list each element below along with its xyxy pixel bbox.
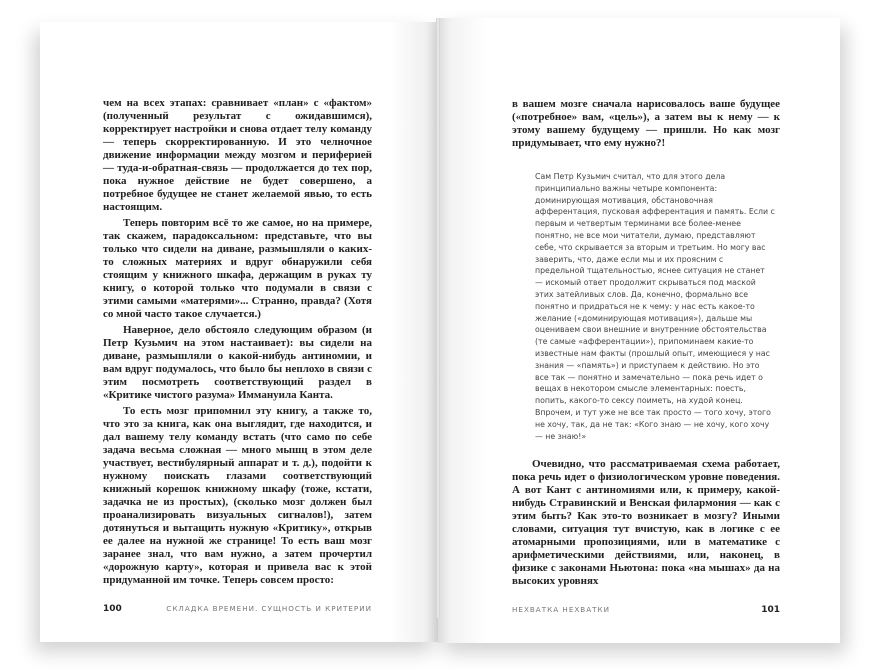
page-spacer [103,590,372,604]
paragraph: в вашем мозге сначала нарисовалось ваше будущее («потребное» вам, «цель»), а затем вы к нему — к этому вашему будущему — пришли. Но как мозг придумывает, что ему нужно?! [512,98,780,149]
page-number: 101 [761,605,780,616]
page-footer [512,605,780,615]
left-page [40,22,438,642]
sidebar-text: Сам Петр Кузьмич считал, что для этого дела принципиально важны четыре компонента: доминирующая мотивация, обстановочная афферентация, пусковая афферентация и память. Если с первым и четвертым терминами все более-менее понятно, не все мои читатели, думаю, представляют себе, что скрывается за вторым и третьим. Но могу вас заверить, что, даже если мы и их проясним с предельной тщательностью, яснее ситуация не станет — искомый ответ продолжит скрываться под маской этих затейливых слов. Да, конечно, формально все понятно и придраться не к чему: у нас есть какое-то желание («доминирующая мотивация»), дальше мы оцениваем свои внешние и внутренние обстоятельства (те самые «афферентации»), припоминаем какие-то известные нам факты (прошлый опыт, имеющиеся у нас знания — «память») и приступаем к действию. Но это все так — понятно и замечательно — пока речь идет о вещах в некотором смысле элементарных: поесть, попить, какого-то сексу поиметь, на худой конец. Впрочем, и тут уже не все так просто — того хочу, этого не хочу, так, да не так: «Кого знаю — не хочу, кого хочу — не знаю!» [535,172,775,441]
sidebar-note [535,171,775,442]
running-title: НЕХВАТКА НЕХВАТКИ [512,605,610,615]
right-page [438,18,840,643]
page-footer [103,604,372,614]
page-number: 100 [103,604,122,614]
right-page-body-bottom [512,458,780,591]
paragraph: Наверное, дело обстояло следующим образом (и Петр Кузьмич на этом настаивает): вы сидели на диване, размышляли о какой-нибудь антиномии, и вам вдруг подумалось, что было бы неплохо в связи с этим посмотреть соответствующий раздел в «Критике чистого разума» Иммануила Канта. [103,324,372,401]
paragraph: Теперь повторим всё то же самое, но на примере, так скажем, парадоксальном: представьте, что вы только что сидели на диване, размышляли о каких-то сложных материях и вдруг обнаружили себя стоящим у книжного шкафа, держащим в руках ту книгу, о которой только что подумали в связи с этими самыми «матерями»... Странно, правда? (Хотя со мной часто такое случается.) [103,217,372,320]
left-page-body [103,97,372,590]
running-title: СКЛАДКА ВРЕМЕНИ. СУЩНОСТЬ И КРИТЕРИИ [166,604,372,613]
right-page-body-top [512,98,780,153]
paragraph: То есть мозг припомнил эту книгу, а также то, что это за книга, как она выглядит, где находится, и дал вашему телу команду встать (что само по себе задача весьма сложная — много мышц в этом деле участвует, вестибулярный аппарат и т. д.), подойти к нужному поискать глазами соответствующий книжный корешок книжному шкафу (тоже, кстати, задачка не из простых), (сколько мозг должен был проанализировать визуальных сигналов!), затем дотянуться и вытащить нужную «Критику», открыв ее далее на нужной же странице! То есть ваш мозг заранее знал, что вам нужно, а затем прочертил «дорожную карту», которая и привела вас к этой придуманной им точке. Теперь совсем просто: [103,405,372,586]
paragraph: чем на всех этапах: сравнивает «план» с «фактом» (полученный результат с ожидавшимся), корректирует настройки и снова отдает телу команду — теперь скорректированную. И это челночное движение информации между мозгом и периферией — туда-и-обратная-связь — продолжается до тех пор, пока нужное действие не будет совершено, а потребное будущее не станет желаемой явью, то есть настоящим. [103,97,372,213]
book-spine [436,18,440,618]
paragraph: Очевидно, что рассматриваемая схема работает, пока речь идет о физиологическом уровне поведения. А вот Кант с антиномиями или, к примеру, какой-нибудь Стравинский и Венская филармония — как с этим быть? Как это-то возникает в мозгу? Иными словами, ситуация тут вчистую, как в логике с ее атомарными пропозициями, или в математике с арифметическими действиями, или, наконец, в физике с законами Ньютона: пока «на мышах» да на высоких уровнях [512,458,780,588]
page-spacer [512,591,780,605]
